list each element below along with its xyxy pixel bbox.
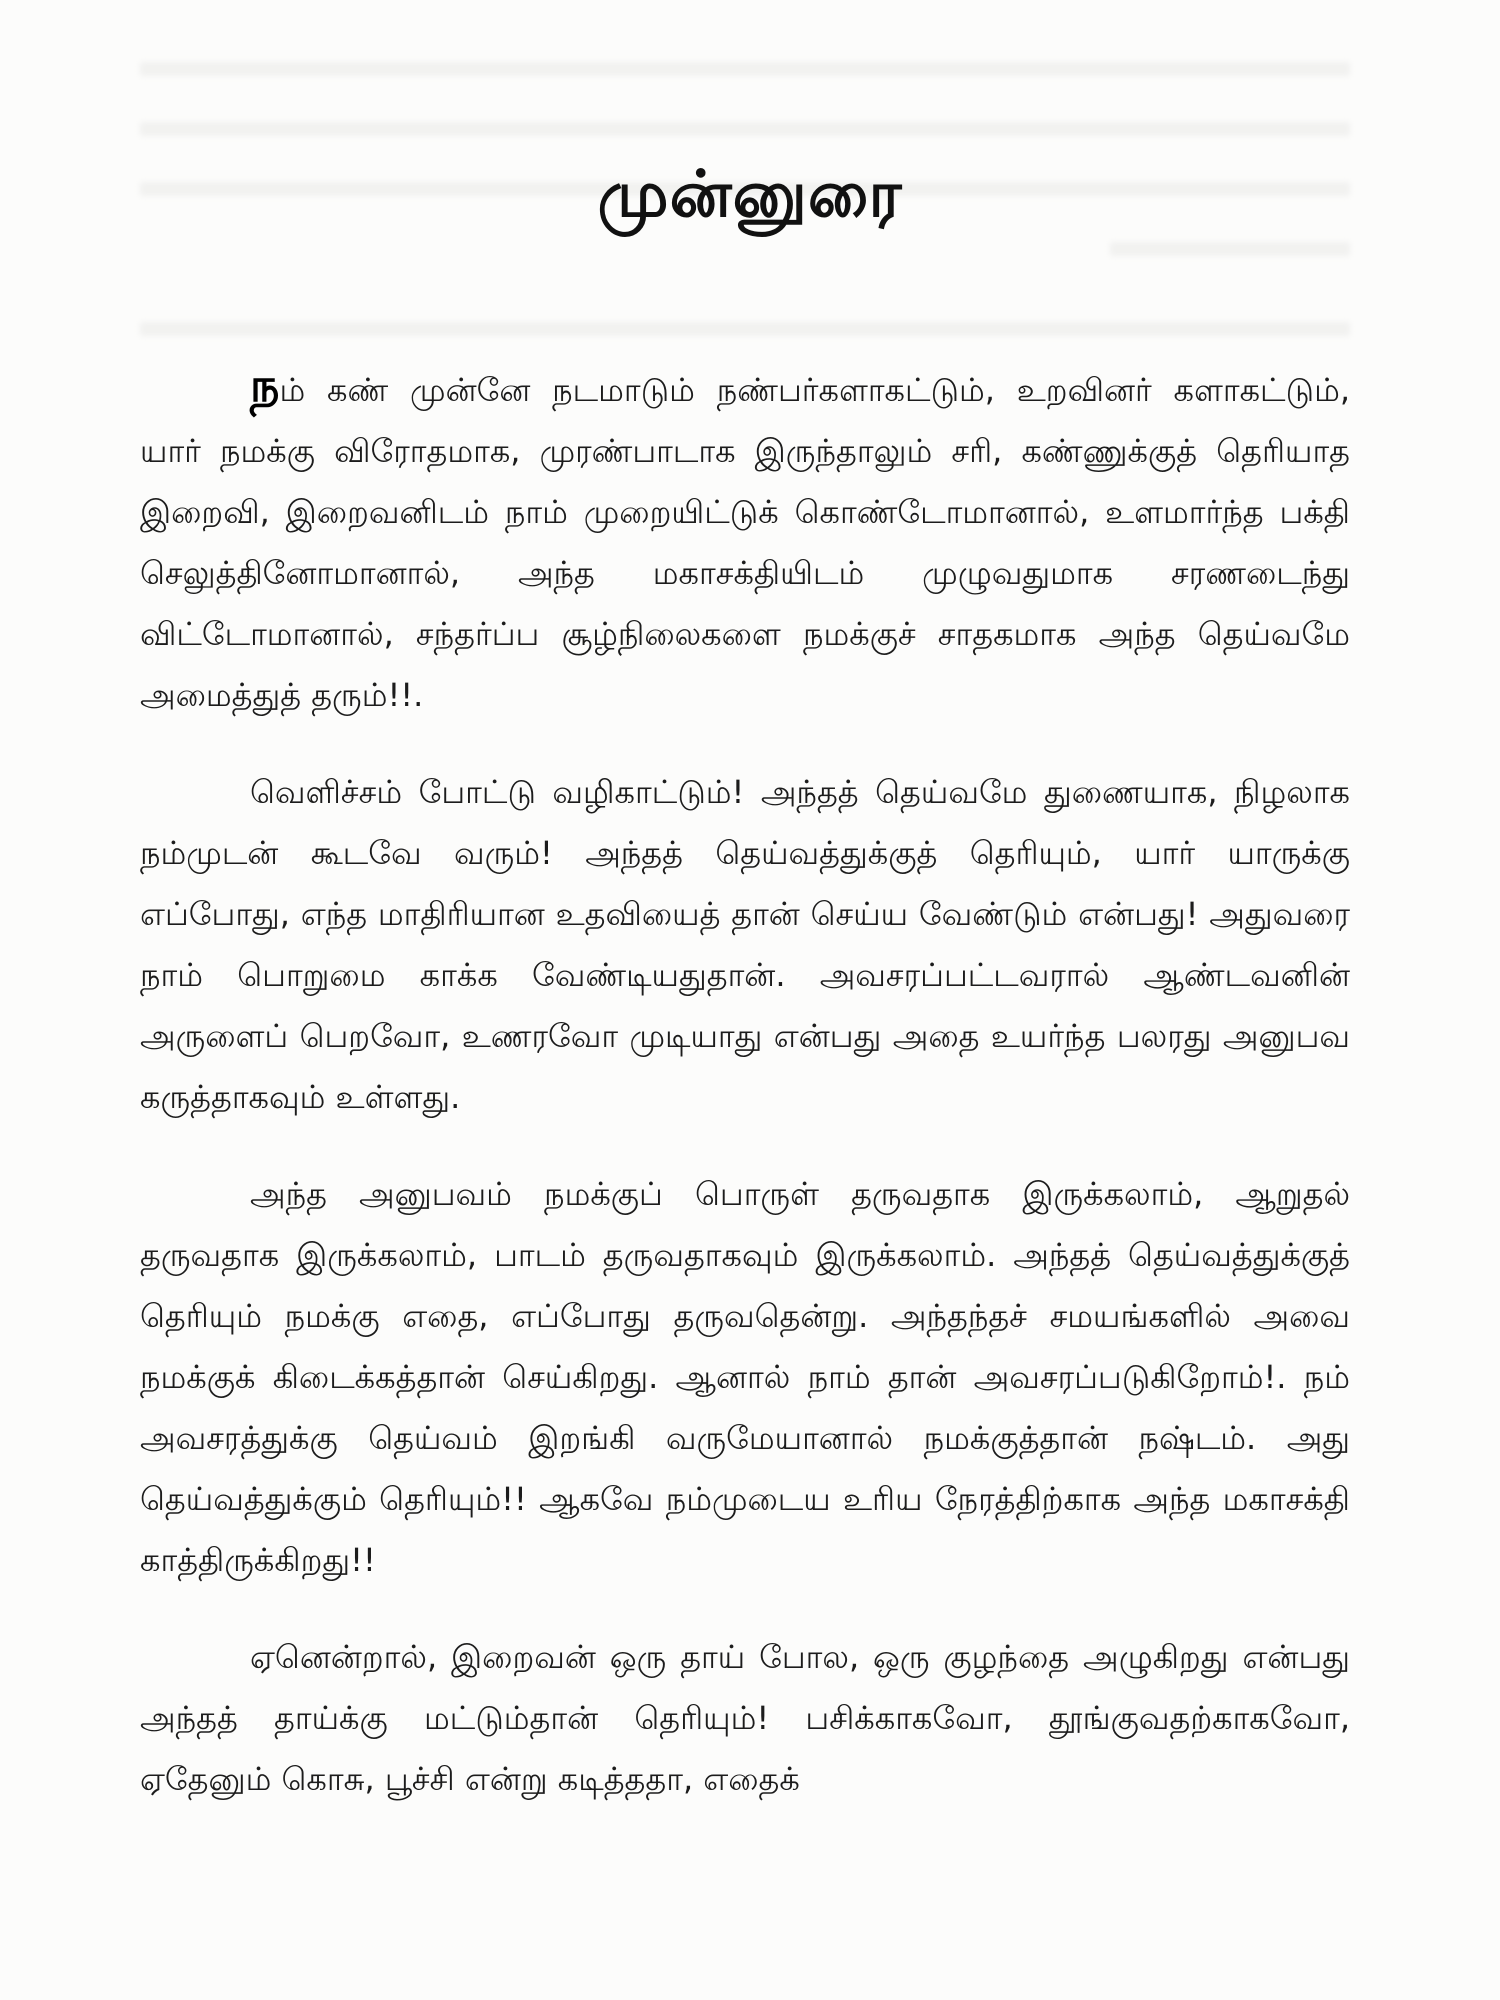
paragraph xyxy=(140,355,1350,726)
show-through-line xyxy=(140,322,1350,336)
show-through-line xyxy=(140,62,1350,76)
page-title: முன்னுரை xyxy=(597,158,903,232)
paragraph-text: ம் கண் முன்னே நடமாடும் நண்பர்களாகட்டும், உறவினர் களாகட்டும், யார் நமக்கு விரோதமாக, முரண்பாடாக இருந்தாலும் சரி, கண்ணுக்குத் தெரியாத இறைவி, இறைவனிடம் நாம் முறையிட்டுக் கொண்டோமானால், உளமார்ந்த பக்தி செலுத்தினோமானால், அந்த மகாசக்தியிடம் முழுவதுமாக சரணடைந்து விட்டோமானால், சந்தர்ப்ப சூழ்நிலைகளை நமக்குச் சாதகமாக அந்த தெய்வமே அமைத்துத் தரும்!!. xyxy=(140,371,1350,714)
paragraph: அந்த அனுபவம் நமக்குப் பொருள் தருவதாக இருக்கலாம், ஆறுதல் தருவதாக இருக்கலாம், பாடம் தருவதாகவும் இருக்கலாம். அந்தத் தெய்வத்துக்குத் தெரியும் நமக்கு எதை, எப்போது தருவதென்று. அந்தந்தச் சமயங்களில் அவை நமக்குக் கிடைக்கத்தான் செய்கிறது. ஆனால் நாம் தான் அவசரப்படுகிறோம்!. நம் அவசரத்துக்கு தெய்வம் இறங்கி வருமேயானால் நமக்குத்தான் நஷ்டம். அது தெய்வத்துக்கும் தெரியும்!! ஆகவே நம்முடைய உரிய நேரத்திற்காக அந்த மகாசக்தி காத்திருக்கிறது!! xyxy=(140,1175,1351,1579)
show-through-line xyxy=(1110,242,1350,256)
body-text xyxy=(140,355,1350,1846)
show-through-line xyxy=(140,122,1350,136)
drop-cap: ந xyxy=(250,358,280,412)
paragraph: வெளிச்சம் போட்டு வழிகாட்டும்! அந்தத் தெய்வமே துணையாக, நிழலாக நம்முடன் கூடவே வரும்! அந்தத் தெய்வத்துக்குத் தெரியும், யார் யாருக்கு எப்போது, எந்த மாதிரியான உதவியைத் தான் செய்ய வேண்டும் என்பது! அதுவரை நாம் பொறுமை காக்க வேண்டியதுதான். அவசரப்பட்டவரால் ஆண்டவனின் அருளைப் பெறவோ, உணரவோ முடியாது என்பது அதை உயர்ந்த பலரது அனுபவ கருத்தாகவும் உள்ளது. xyxy=(140,773,1350,1116)
paragraph: ஏனென்றால், இறைவன் ஒரு தாய் போல, ஒரு குழந்தை அழுகிறது என்பது அந்தத் தாய்க்கு மட்டும்தான் தெரியும்! பசிக்காகவோ, தூங்குவதற்காகவோ, ஏதேனும் கொசு, பூச்சி என்று கடித்ததா, எதைக் xyxy=(140,1638,1350,1798)
